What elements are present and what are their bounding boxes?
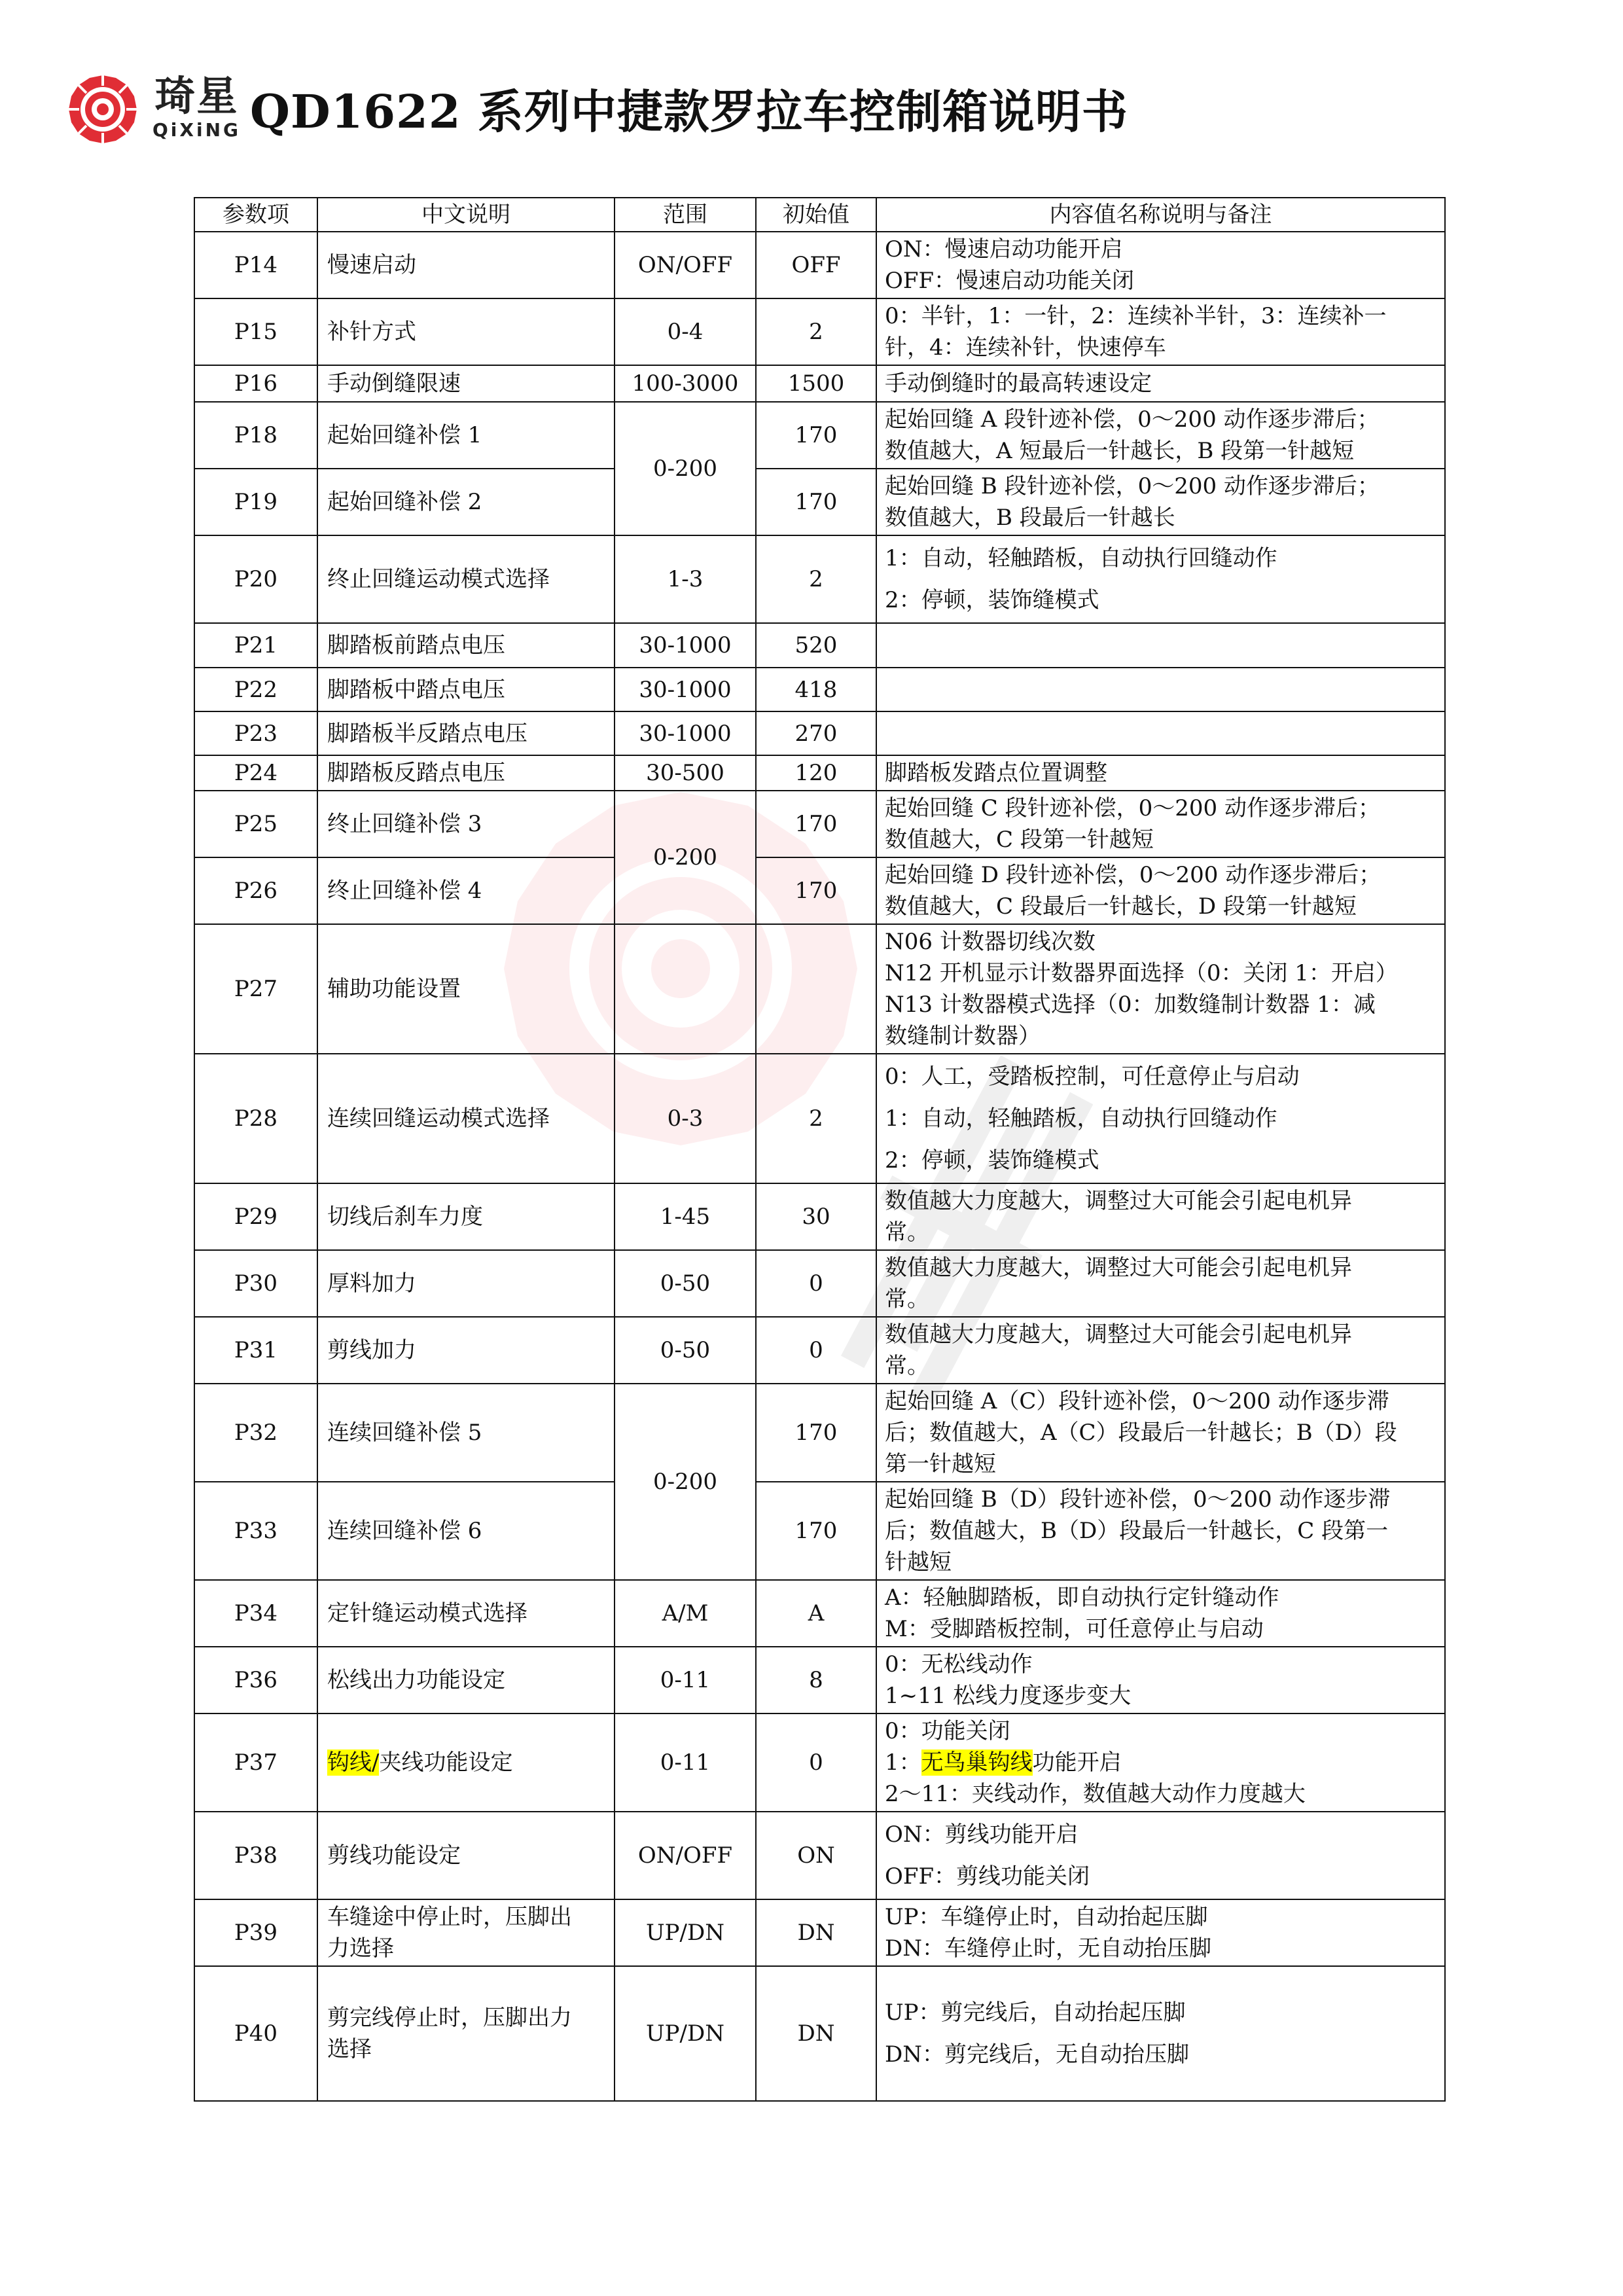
table-row — [194, 1054, 1445, 1183]
param-cell: P30 — [194, 1250, 317, 1317]
name-cell — [317, 1966, 615, 2101]
param-cell: P27 — [194, 924, 317, 1054]
desc-line: OFF：慢速启动功能关闭 — [885, 268, 1135, 294]
desc-line: 0：无松线动作 — [885, 1651, 1033, 1677]
desc-line: 2～11：夹线动作，数值越大动作力度越大 — [885, 1781, 1306, 1807]
name-text: 夹线功能设定 — [379, 1749, 513, 1776]
desc-cell — [876, 535, 1445, 623]
desc-line: 2：停顿，装饰缝模式 — [885, 1147, 1099, 1174]
name-cell: 起始回缝补偿 2 — [317, 469, 615, 535]
desc-cell — [876, 1317, 1445, 1384]
init-cell: 418 — [756, 668, 876, 711]
desc-line: UP：剪完线后，自动抬起压脚 — [885, 2000, 1186, 2026]
table-row — [194, 623, 1445, 668]
init-cell: A — [756, 1580, 876, 1647]
init-cell: 0 — [756, 1713, 876, 1812]
desc-line: 起始回缝 A 段针迹补偿，0～200 动作逐步滞后； — [885, 406, 1380, 433]
desc-cell — [876, 857, 1445, 924]
init-cell: 0 — [756, 1250, 876, 1317]
desc-line: N12 开机显示计数器界面选择（0：关闭 1：开启） — [885, 960, 1398, 986]
param-cell: P15 — [194, 298, 317, 365]
desc-cell — [876, 1713, 1445, 1812]
init-cell: 30 — [756, 1183, 876, 1250]
init-cell: 170 — [756, 1482, 876, 1580]
desc-line: 后；数值越大，B（D）段最后一针越长，C 段第一 — [885, 1518, 1389, 1544]
name-line: 力选择 — [327, 1935, 394, 1962]
desc-line: M：受脚踏板控制，可任意停止与启动 — [885, 1616, 1264, 1642]
init-cell: 1500 — [756, 365, 876, 402]
range-cell: 0-200 — [615, 791, 756, 924]
table-row — [194, 1482, 1445, 1580]
range-cell: 30-1000 — [615, 711, 756, 755]
desc-line: 1~11 松线力度逐步变大 — [885, 1683, 1132, 1709]
desc-line: 数值越大，C 段最后一针越长，D 段第一针越短 — [885, 893, 1357, 920]
name-cell: 终止回缝补偿 4 — [317, 857, 615, 924]
range-cell: 100-3000 — [615, 365, 756, 402]
name-cell: 厚料加力 — [317, 1250, 615, 1317]
table-row — [194, 857, 1445, 924]
table-row — [194, 1250, 1445, 1317]
name-cell: 剪线功能设定 — [317, 1812, 615, 1899]
brand-name — [152, 71, 241, 141]
table-row — [194, 1580, 1445, 1647]
range-cell — [615, 924, 756, 1054]
range-cell: 0-11 — [615, 1647, 756, 1713]
init-cell: 8 — [756, 1647, 876, 1713]
desc-line: 0：功能关闭 — [885, 1718, 1010, 1744]
init-cell — [756, 924, 876, 1054]
desc-cell — [876, 623, 1445, 668]
desc-line: 1：自动，轻触踏板，自动执行回缝动作 — [885, 545, 1277, 571]
desc-line: 脚踏板发踏点位置调整 — [885, 760, 1107, 786]
name-cell: 脚踏板半反踏点电压 — [317, 711, 615, 755]
desc-line: 数缝制计数器） — [885, 1023, 1041, 1049]
desc-line: 起始回缝 D 段针迹补偿，0～200 动作逐步滞后； — [885, 862, 1382, 888]
param-cell: P23 — [194, 711, 317, 755]
desc-line: 常。 — [885, 1286, 929, 1312]
param-cell: P38 — [194, 1812, 317, 1899]
page-header — [62, 69, 1128, 147]
init-cell: DN — [756, 1899, 876, 1966]
range-cell: A/M — [615, 1580, 756, 1647]
desc-line: 针越短 — [885, 1549, 952, 1575]
desc-line: 0：人工，受踏板控制，可任意停止与启动 — [885, 1064, 1300, 1090]
desc-cell — [876, 755, 1445, 791]
table-row — [194, 232, 1445, 298]
init-cell: 170 — [756, 791, 876, 857]
table-row — [194, 791, 1445, 857]
desc-cell — [876, 469, 1445, 535]
range-cell: 1-45 — [615, 1183, 756, 1250]
desc-line: 数值越大，C 段第一针越短 — [885, 827, 1154, 853]
param-cell: P25 — [194, 791, 317, 857]
table-row — [194, 535, 1445, 623]
table-row — [194, 755, 1445, 791]
range-cell: ON/OFF — [615, 1812, 756, 1899]
name-line: 选择 — [327, 2036, 372, 2062]
param-cell: P22 — [194, 668, 317, 711]
name-line: 剪完线停止时，压脚出力 — [327, 2005, 572, 2031]
desc-cell — [876, 791, 1445, 857]
table-row — [194, 1183, 1445, 1250]
desc-line: 起始回缝 B（D）段针迹补偿，0～200 动作逐步滞 — [885, 1486, 1391, 1513]
desc-line: 常。 — [885, 1353, 929, 1379]
desc-line: 数值越大力度越大，调整过大可能会引起电机异 — [885, 1321, 1352, 1348]
desc-cell — [876, 711, 1445, 755]
param-cell: P24 — [194, 755, 317, 791]
desc-cell — [876, 298, 1445, 365]
range-cell: 0-3 — [615, 1054, 756, 1183]
desc-line: 起始回缝 A（C）段针迹补偿，0～200 动作逐步滞 — [885, 1388, 1389, 1414]
name-cell: 定针缝运动模式选择 — [317, 1580, 615, 1647]
desc-cell — [876, 1899, 1445, 1966]
desc-cell — [876, 1580, 1445, 1647]
header-range: 范围 — [615, 198, 756, 232]
name-cell: 手动倒缝限速 — [317, 365, 615, 402]
qixing-logo-icon — [62, 69, 147, 147]
table-row — [194, 1899, 1445, 1966]
param-cell: P31 — [194, 1317, 317, 1384]
table-row — [194, 711, 1445, 755]
init-cell: ON — [756, 1812, 876, 1899]
range-cell: UP/DN — [615, 1899, 756, 1966]
init-cell: OFF — [756, 232, 876, 298]
brand-en: QiXiNG — [152, 118, 241, 141]
desc-line: DN：剪完线后，无自动抬压脚 — [885, 2041, 1190, 2068]
table-row — [194, 1317, 1445, 1384]
desc-line: 起始回缝 B 段针迹补偿，0～200 动作逐步滞后； — [885, 473, 1380, 499]
desc-line — [885, 1747, 1436, 1778]
desc-line: 起始回缝 C 段针迹补偿，0～200 动作逐步滞后； — [885, 795, 1380, 821]
param-cell: P14 — [194, 232, 317, 298]
init-cell: 520 — [756, 623, 876, 668]
brand-cn: 琦星 — [154, 71, 239, 120]
desc-cell — [876, 1812, 1445, 1899]
header-param: 参数项 — [194, 198, 317, 232]
document-title: QD1622 系列中捷款罗拉车控制箱说明书 — [250, 84, 1128, 139]
name-cell: 脚踏板前踏点电压 — [317, 623, 615, 668]
param-cell: P19 — [194, 469, 317, 535]
desc-line: 常。 — [885, 1219, 929, 1246]
desc-line: 数值越大，A 短最后一针越长，B 段第一针越短 — [885, 438, 1355, 464]
desc-line: A：轻触脚踏板，即自动执行定针缝动作 — [885, 1585, 1279, 1611]
init-cell: 170 — [756, 402, 876, 469]
desc-line: 第一针越短 — [885, 1451, 996, 1477]
desc-line: DN：车缝停止时，无自动抬压脚 — [885, 1935, 1212, 1962]
desc-prefix: 1： — [885, 1749, 921, 1776]
name-cell: 终止回缝补偿 3 — [317, 791, 615, 857]
init-cell: 270 — [756, 711, 876, 755]
range-cell: 0-200 — [615, 402, 756, 535]
desc-line: ON：剪线功能开启 — [885, 1821, 1079, 1848]
param-cell: P29 — [194, 1183, 317, 1250]
table-row — [194, 668, 1445, 711]
highlighted-text: 无鸟巢钩线 — [921, 1749, 1033, 1776]
range-cell: 0-50 — [615, 1317, 756, 1384]
header-name: 中文说明 — [317, 198, 615, 232]
desc-line: N06 计数器切线次数 — [885, 929, 1096, 955]
init-cell: 120 — [756, 755, 876, 791]
range-cell: 0-50 — [615, 1250, 756, 1317]
highlighted-text: 钩线/ — [327, 1749, 380, 1776]
param-cell: P33 — [194, 1482, 317, 1580]
name-cell — [317, 1899, 615, 1966]
desc-cell — [876, 1647, 1445, 1713]
desc-line: 1：自动，轻触踏板，自动执行回缝动作 — [885, 1105, 1277, 1132]
range-cell: 0-200 — [615, 1384, 756, 1580]
param-cell: P37 — [194, 1713, 317, 1812]
table-row — [194, 1966, 1445, 2101]
desc-cell — [876, 1966, 1445, 2101]
name-cell: 慢速启动 — [317, 232, 615, 298]
desc-cell — [876, 1250, 1445, 1317]
table-row — [194, 1647, 1445, 1713]
param-cell: P20 — [194, 535, 317, 623]
desc-cell — [876, 232, 1445, 298]
init-cell: 0 — [756, 1317, 876, 1384]
name-cell: 连续回缝运动模式选择 — [317, 1054, 615, 1183]
name-cell: 起始回缝补偿 1 — [317, 402, 615, 469]
name-cell: 脚踏板中踏点电压 — [317, 668, 615, 711]
range-cell: 0-4 — [615, 298, 756, 365]
table-row — [194, 469, 1445, 535]
desc-line: 数值越大力度越大，调整过大可能会引起电机异 — [885, 1255, 1352, 1281]
desc-cell — [876, 1054, 1445, 1183]
desc-line: 手动倒缝时的最高转速设定 — [885, 370, 1152, 397]
table-header-row — [194, 198, 1445, 232]
init-cell: 170 — [756, 469, 876, 535]
name-cell: 松线出力功能设定 — [317, 1647, 615, 1713]
range-cell: 1-3 — [615, 535, 756, 623]
desc-line: ON：慢速启动功能开启 — [885, 236, 1123, 262]
desc-cell — [876, 1482, 1445, 1580]
name-cell: 连续回缝补偿 6 — [317, 1482, 615, 1580]
desc-cell — [876, 365, 1445, 402]
table-row — [194, 1713, 1445, 1812]
name-cell: 剪线加力 — [317, 1317, 615, 1384]
range-cell: 0-11 — [615, 1713, 756, 1812]
range-cell: 30-1000 — [615, 623, 756, 668]
param-cell: P34 — [194, 1580, 317, 1647]
init-cell: 2 — [756, 298, 876, 365]
parameter-table — [194, 197, 1446, 2102]
param-cell: P16 — [194, 365, 317, 402]
desc-line: UP：车缝停止时，自动抬起压脚 — [885, 1904, 1208, 1930]
name-cell: 脚踏板反踏点电压 — [317, 755, 615, 791]
param-cell: P26 — [194, 857, 317, 924]
header-init: 初始值 — [756, 198, 876, 232]
init-cell: 2 — [756, 535, 876, 623]
range-cell: 30-500 — [615, 755, 756, 791]
desc-line: 针，4：连续补针，快速停车 — [885, 334, 1166, 361]
desc-line: OFF：剪线功能关闭 — [885, 1863, 1090, 1890]
desc-suffix: 功能开启 — [1032, 1749, 1122, 1776]
table-row — [194, 924, 1445, 1054]
init-cell: DN — [756, 1966, 876, 2101]
param-cell: P21 — [194, 623, 317, 668]
name-cell: 补针方式 — [317, 298, 615, 365]
name-cell: 切线后刹车力度 — [317, 1183, 615, 1250]
desc-line: 数值越大力度越大，调整过大可能会引起电机异 — [885, 1188, 1352, 1214]
desc-cell — [876, 402, 1445, 469]
range-cell: UP/DN — [615, 1966, 756, 2101]
param-cell: P36 — [194, 1647, 317, 1713]
param-cell: P28 — [194, 1054, 317, 1183]
desc-cell — [876, 668, 1445, 711]
table-row — [194, 1384, 1445, 1482]
name-cell — [317, 1713, 615, 1812]
range-cell: 30-1000 — [615, 668, 756, 711]
desc-cell — [876, 1183, 1445, 1250]
desc-line: 数值越大，B 段最后一针越长 — [885, 505, 1175, 531]
header-desc: 内容值名称说明与备注 — [876, 198, 1445, 232]
init-cell: 170 — [756, 1384, 876, 1482]
param-cell: P40 — [194, 1966, 317, 2101]
desc-line: N13 计数器模式选择（0：加数缝制计数器 1：减 — [885, 992, 1376, 1018]
range-cell: ON/OFF — [615, 232, 756, 298]
param-cell: P32 — [194, 1384, 317, 1482]
desc-line: 0：半针，1：一针，2：连续补半针，3：连续补一 — [885, 303, 1387, 329]
table-row — [194, 365, 1445, 402]
desc-cell — [876, 1384, 1445, 1482]
desc-line: 后；数值越大，A（C）段最后一针越长；B（D）段 — [885, 1420, 1397, 1446]
init-cell: 2 — [756, 1054, 876, 1183]
table-row — [194, 298, 1445, 365]
table-row — [194, 1812, 1445, 1899]
param-cell: P18 — [194, 402, 317, 469]
desc-cell — [876, 924, 1445, 1054]
init-cell: 170 — [756, 857, 876, 924]
name-cell: 连续回缝补偿 5 — [317, 1384, 615, 1482]
param-cell: P39 — [194, 1899, 317, 1966]
desc-line: 2：停顿，装饰缝模式 — [885, 587, 1099, 613]
name-line: 车缝途中停止时，压脚出 — [327, 1904, 572, 1930]
table-row — [194, 402, 1445, 469]
name-cell: 辅助功能设置 — [317, 924, 615, 1054]
name-cell: 终止回缝运动模式选择 — [317, 535, 615, 623]
